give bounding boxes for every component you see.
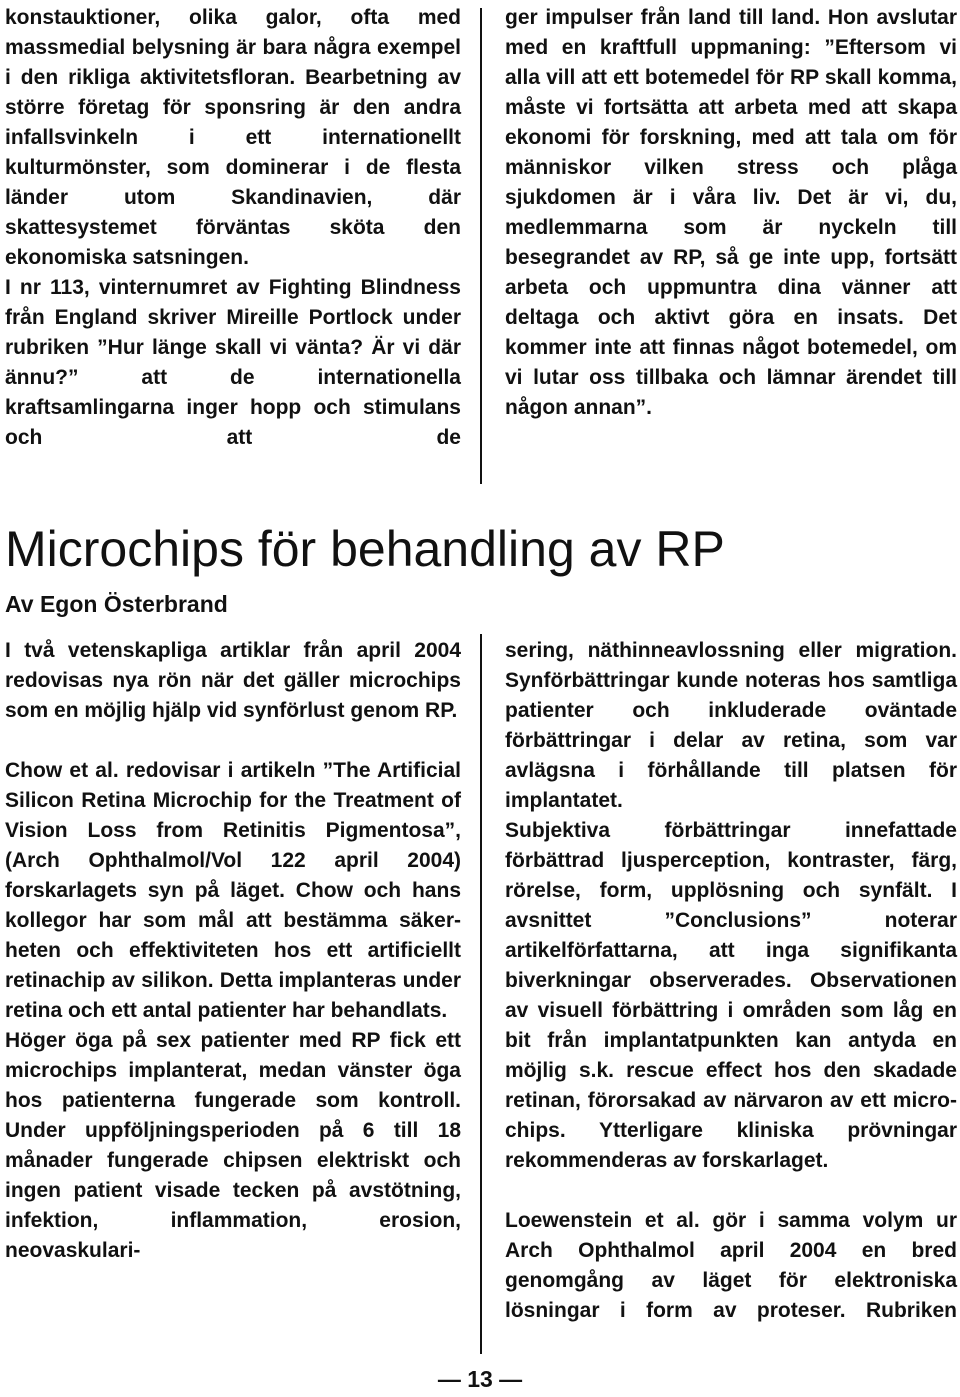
previous-article-text: I nr 113, vinternumret av Fighting Blindness från England skriver Mireille Portlock under rubriken ”Hur länge skall vi vänta? Är vi där ännu?” att de internationella kraftsamlingarna inger hopp och stimulans och att de bbox=[5, 276, 461, 449]
paragraph-spacer bbox=[5, 726, 461, 756]
page-number: — 13 — bbox=[437, 1366, 523, 1392]
article-paragraph: Subjektiva förbättringar innefattade förbättrad ljusperception, kontraster, färg, rörelse, form, upplösning och synfält. I avsnittet ”Conclusions” noterar artikelförfattarna, att inga signifikanta biverkningar observerades. Observationen av visuell förbättring i områden som låg en bit från implantatpunkten kan antyda en möjlig s.k. rescue effect hos den skadade retinan, förorsakad av närvaron av ett microchips. Ytterligare kliniska prövningar rekommenderas av forskarlaget. bbox=[505, 819, 957, 1172]
article-title: Microchips för behandling av RP bbox=[5, 521, 725, 577]
top-left-column bbox=[5, 3, 461, 453]
top-right-column bbox=[505, 3, 957, 423]
previous-article-text: ger impulser från land till land. Hon avslutar med en kraftfull uppmaning: ”Eftersom vi alla vill att ett botemedel för RP skall komma, måste vi fortsätta att arbeta med att skapa ekonomi för forskning, med att tala om för människor vilken stress och plåga sjukdomen är i våra liv. Det är vi, du, medlemmarna som är nyckeln till besegrandet av RP, så ge inte upp, fortsätt arbeta och uppmuntra dina vänner att deltaga och aktivt göra en insats. Det kommer inte att finnas något botemedel, om vi lutar oss tillbaka och lämnar ärendet till någon annan”. bbox=[505, 6, 957, 419]
column-divider bbox=[480, 8, 482, 484]
paragraph-spacer bbox=[505, 1176, 957, 1206]
article-paragraph: Chow et al. redovisar i artikeln ”The Artificial Silicon Retina Microchip for the Treatment of Vision Loss from Retinitis Pigmentosa”, (Arch Ophthalmol/Vol 122 april 2004) forskarlagets syn på läget. Chow och hans kollegor har som mål att bestämma säkerheten och effektiviteten hos ett artificiellt retinachip av silikon. Detta implanteras under retina och ett antal patienter har behandlats. bbox=[5, 759, 461, 1022]
article-left-column bbox=[5, 636, 461, 1266]
article-intro: I två vetenskapliga artiklar från april 2004 redovisas nya rön när det gäller microchips som en möjlig hjälp vid synförlust genom RP. bbox=[5, 639, 461, 722]
article-paragraph: Höger öga på sex patienter med RP fick ett microchips implanterat, medan vänster öga hos patienterna fungerade som kontroll. Under uppföljningsperioden på 6 till 18 månader fungerade chipsen elektriskt och ingen patient visade tecken på avstötning, infektion, inflammation, erosion, neovaskulari- bbox=[5, 1029, 461, 1262]
column-divider bbox=[480, 634, 482, 1354]
article-paragraph: sering, näthinneavlossning eller migration. Synförbättringar kunde noteras hos samtliga patienter och inkluderade oväntade förbättringar i delar av retina, som var avlägsna i förhållande till platsen för implantatet. bbox=[505, 639, 957, 812]
article-byline: Av Egon Österbrand bbox=[5, 591, 228, 617]
article-paragraph: Loewenstein et al. gör i samma volym ur Arch Ophthalmol april 2004 en bred genomgång av läget för elektroniska lösningar i form av proteser. Rubriken bbox=[505, 1209, 957, 1322]
previous-article-text: konstauktioner, olika galor, ofta med massmedial belysning är bara några exempel i den rikliga aktivitetsfloran. Bearbetning av större företag för sponsring är den andra infallsvinkeln i ett internationellt kulturmönster, som dominerar i de flesta länder utom Skandinavien, där skattesystemet förväntas sköta den ekonomiska satsningen. bbox=[5, 6, 461, 269]
article-right-column bbox=[505, 636, 957, 1326]
